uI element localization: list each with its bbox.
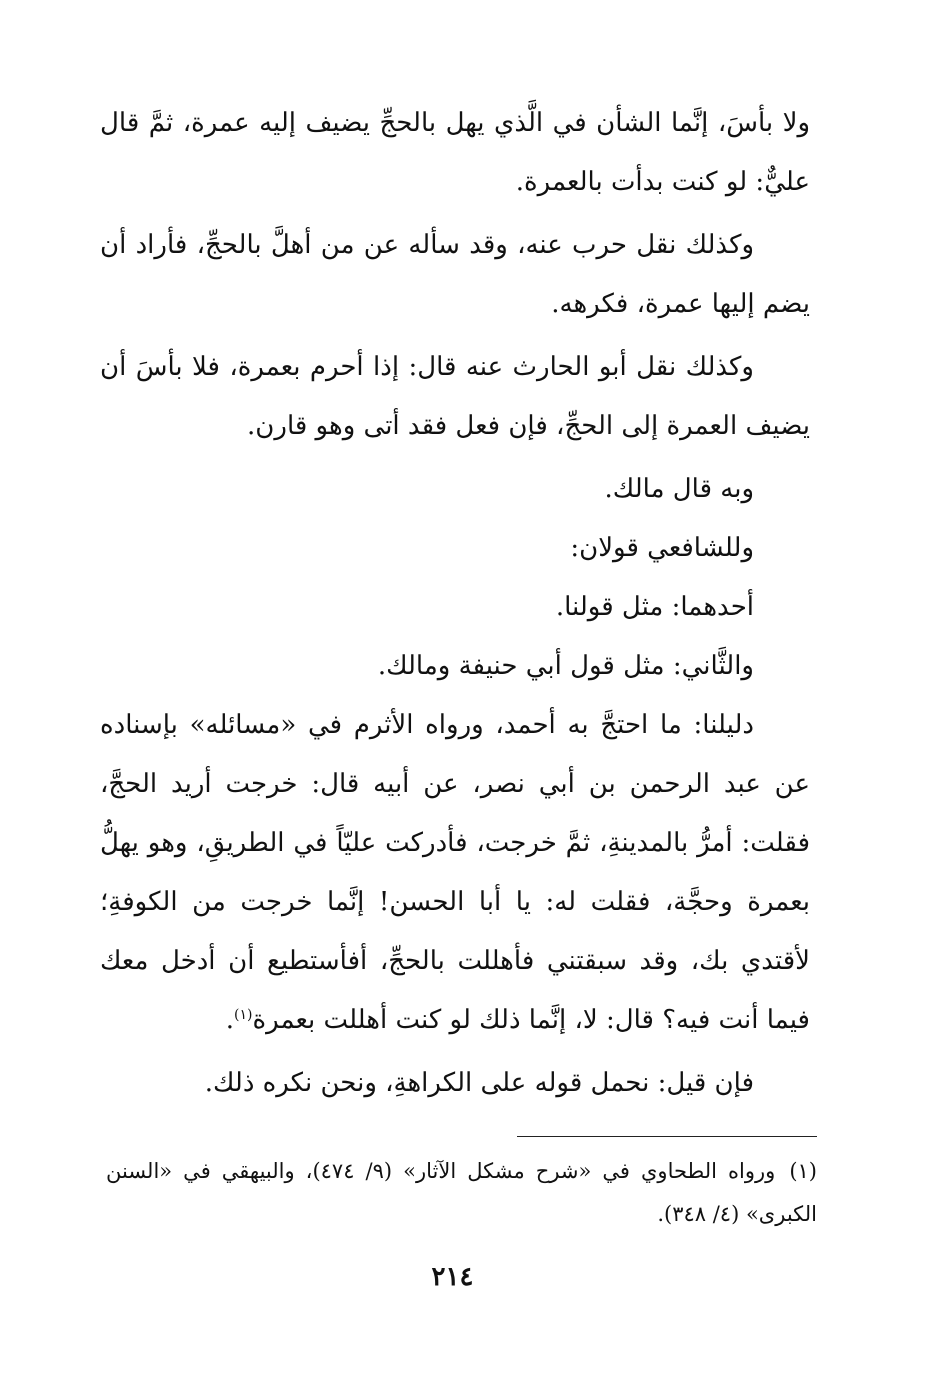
paragraph-8-end: .	[225, 1005, 235, 1035]
footnote-divider	[517, 1136, 817, 1137]
main-text	[100, 94, 810, 1117]
paragraph-1: ولا بأسَ، إنَّما الشأن في الَّذي يهل بالحجِّ يضيف إليه عمرة، ثمَّ قال عليٌّ: لو كنت بدأت بالعمرة.	[100, 108, 810, 197]
paragraph-8	[100, 696, 810, 1050]
paragraph-3: وكذلك نقل أبو الحارث عنه قال: إذا أحرم بعمرة، فلا بأسَ أن يضيف العمرة إلى الحجِّ، فإن فعل فقد أتى وهو قارن.	[100, 352, 810, 441]
footnote-number: (١)	[789, 1159, 817, 1183]
paragraph-2: وكذلك نقل حرب عنه، وقد سأله عن من أهلَّ بالحجِّ، فأراد أن يضم إليها عمرة، فكرهه.	[100, 230, 810, 319]
paragraph-7: والثَّاني: مثل قول أبي حنيفة ومالك.	[377, 651, 754, 681]
paragraph-8-text: دليلنا: ما احتجَّ به أحمد، ورواه الأثرم في «مسائله» بإسناده عن عبد الرحمن بن أبي نصر، عن أبيه قال: خرجت أريد الحجَّ، فقلت: أمرُّ بالمدينةِ، ثمَّ خرجت، فأدركت عليّاً في الطريقِ، وهو يهلُّ بعمرة وحجَّة، فقلت له: يا أبا الحسن! إنَّما خرجت من الكوفةِ؛ لأقتدي بك، وقد سبقتني فأهللت بالحجِّ، أفأستطيع أن أدخل معك فيما أنت فيه؟ قال: لا، إنَّما ذلك لو كنت أهللت بعمرة	[100, 710, 811, 1035]
paragraph-5: وللشافعي قولان:	[570, 533, 754, 563]
footnote-reference: (١)	[234, 1007, 253, 1023]
footnote-text: ورواه الطحاوي في «شرح مشكل الآثار» (٩/ ٤٧٤)، والبيهقي في «السنن الكبرى» (٤/ ٣٤٨).	[106, 1159, 817, 1226]
paragraph-6: أحدهما: مثل قولنا.	[555, 592, 754, 622]
paragraph-9: فإن قيل: نحمل قوله على الكراهةِ، ونحن نكره ذلك.	[204, 1068, 754, 1098]
page-number: ٢١٤	[431, 1262, 474, 1292]
paragraph-4: وبه قال مالك.	[604, 474, 754, 504]
footnote	[106, 1150, 817, 1236]
